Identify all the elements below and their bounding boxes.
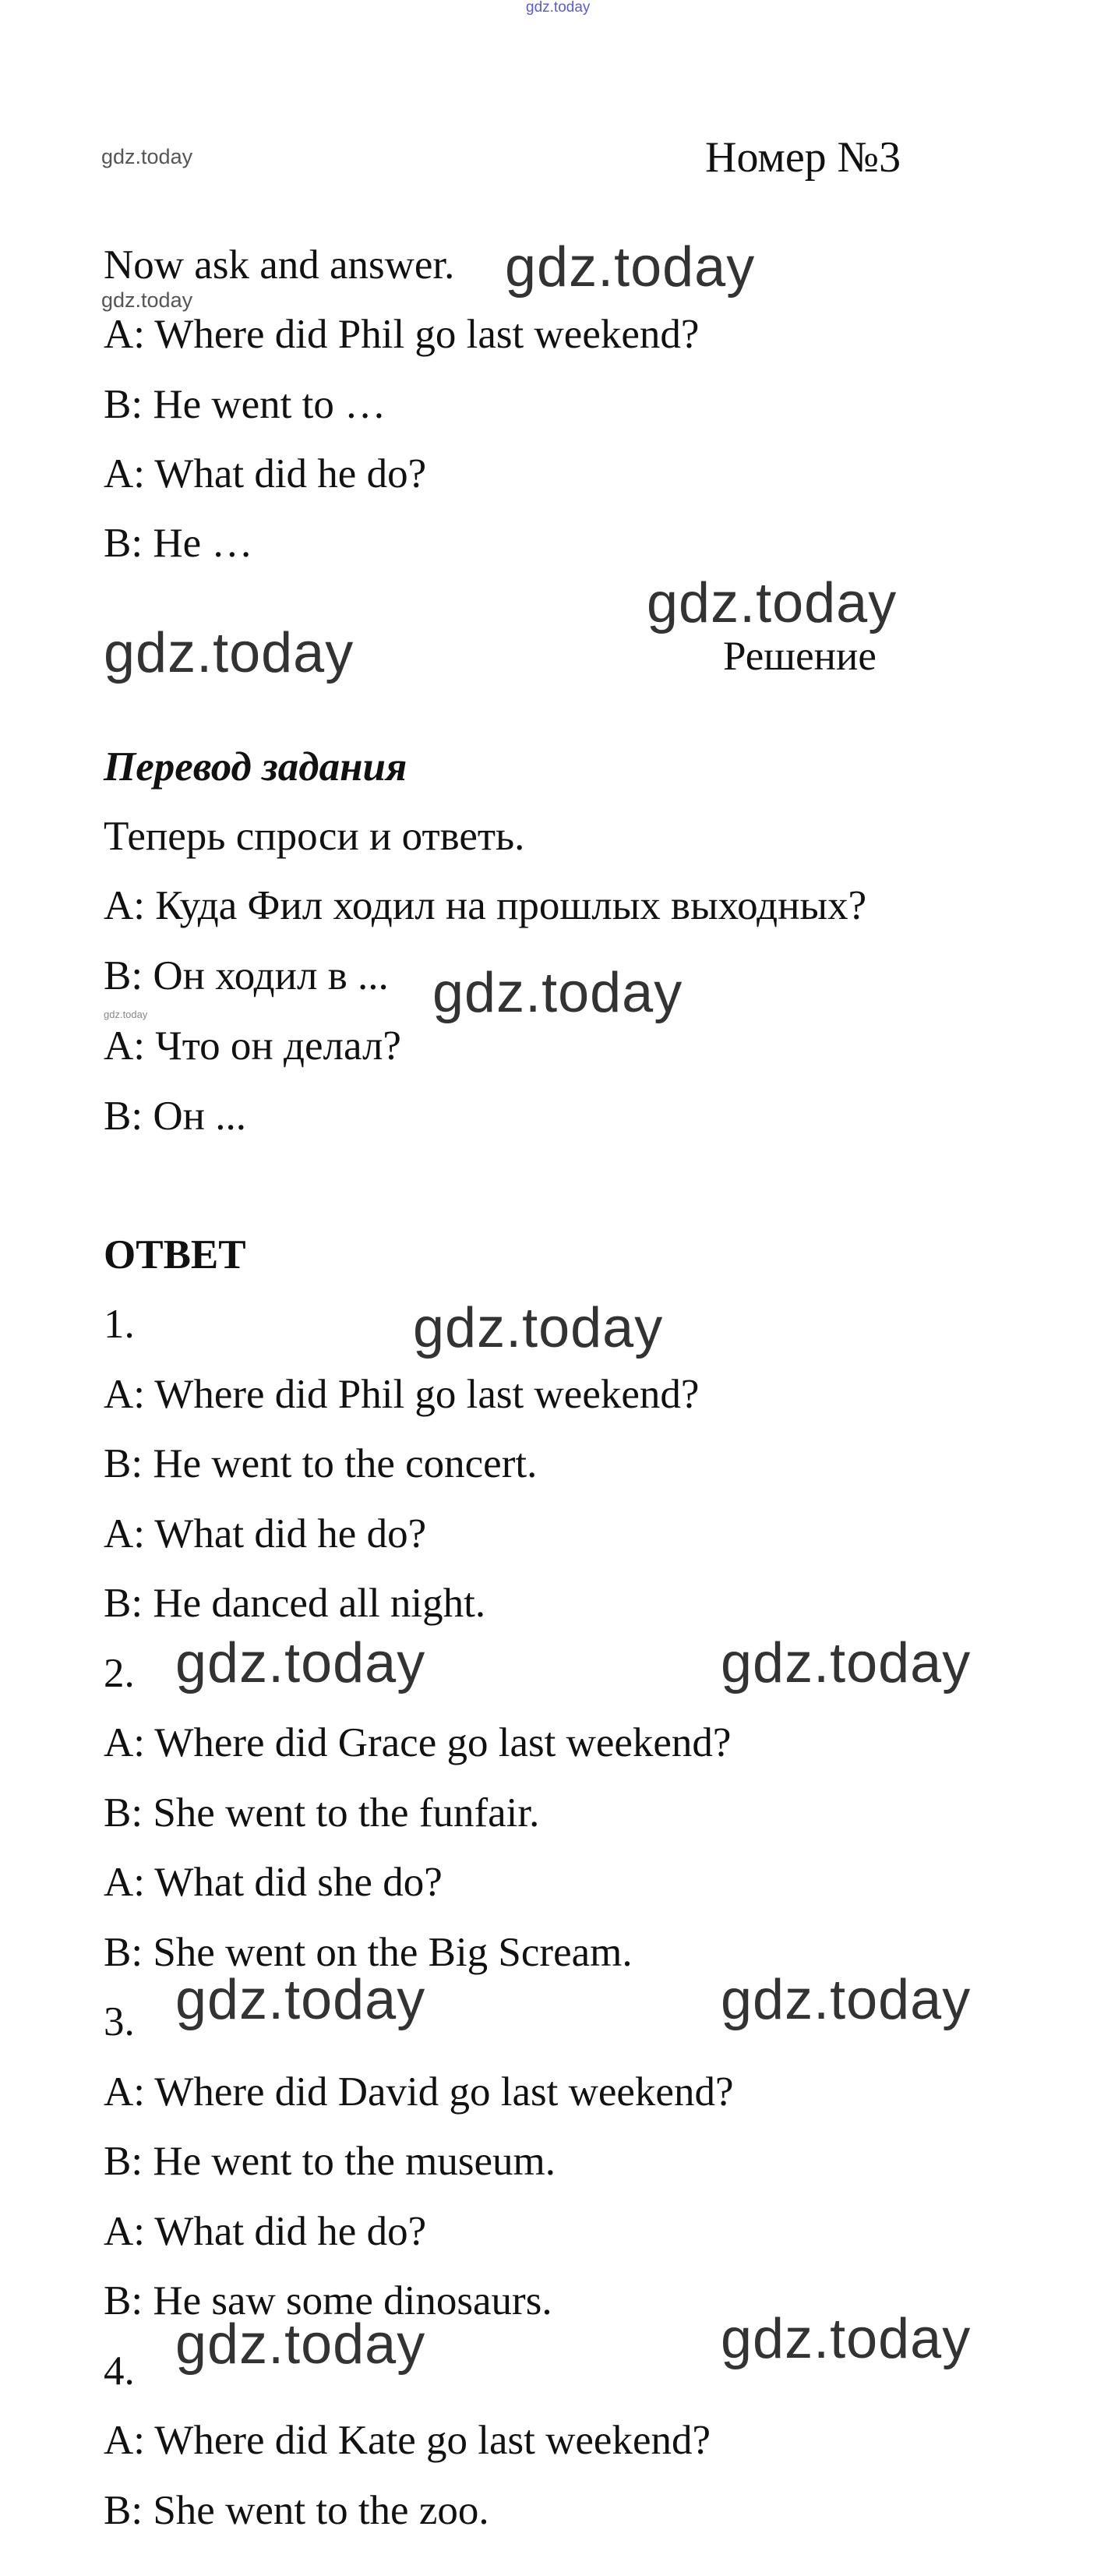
answer-line: A: What did she do? bbox=[104, 1860, 443, 1905]
answer-heading: ОТВЕТ bbox=[104, 1232, 246, 1277]
task-line: B: He … bbox=[104, 521, 253, 566]
answer-line: A: Where did Grace go last weekend? bbox=[104, 1720, 732, 1765]
watermark-small: gdz.today bbox=[101, 288, 193, 312]
watermark: gdz.today bbox=[721, 2308, 972, 2370]
watermark-tiny: gdz.today bbox=[104, 1009, 148, 1020]
answer-line: B: He went to the museum. bbox=[104, 2139, 556, 2184]
translation-line: B: Он ходил в ... bbox=[104, 953, 389, 998]
watermark: gdz.today bbox=[721, 1632, 972, 1694]
watermark: gdz.today bbox=[721, 1969, 972, 2031]
task-intro: Now ask and answer. bbox=[104, 242, 455, 288]
answer-line: B: She went to the zoo. bbox=[104, 2488, 489, 2533]
watermark: gdz.today bbox=[104, 622, 354, 684]
translation-line: A: Куда Фил ходил на прошлых выходных? bbox=[104, 883, 867, 928]
answer-line: B: He went to the concert. bbox=[104, 1441, 538, 1486]
answer-line: A: What did he do? bbox=[104, 1511, 427, 1557]
answer-line: B: She went to the funfair. bbox=[104, 1790, 540, 1836]
task-line: A: What did he do? bbox=[104, 451, 427, 496]
answer-line: B: He danced all night. bbox=[104, 1581, 486, 1626]
page-title: Номер №3 bbox=[705, 133, 901, 182]
answer-line: A: Where did David go last weekend? bbox=[104, 2069, 734, 2115]
answer-number: 2. bbox=[104, 1651, 135, 1696]
answer-number: 3. bbox=[104, 1999, 135, 2044]
watermark: gdz.today bbox=[505, 236, 756, 299]
task-line: B: He went to … bbox=[104, 382, 386, 427]
translation-line: B: Он ... bbox=[104, 1094, 246, 1139]
watermark: gdz.today bbox=[175, 1969, 426, 2031]
translation-line: A: Что он делал? bbox=[104, 1023, 401, 1069]
watermark: gdz.today bbox=[175, 2313, 426, 2376]
translation-line: Теперь спроси и ответь. bbox=[104, 814, 525, 859]
watermark: gdz.today bbox=[647, 572, 898, 634]
watermark-top: gdz.today bbox=[526, 0, 591, 16]
watermark-header: gdz.today bbox=[101, 145, 193, 168]
answer-line: A: Where did Kate go last weekend? bbox=[104, 2418, 711, 2463]
answer-number: 4. bbox=[104, 2348, 135, 2394]
watermark: gdz.today bbox=[432, 962, 683, 1024]
answer-line: A: Where did Phil go last weekend? bbox=[104, 1372, 700, 1417]
answer-line: A: What did he do? bbox=[104, 2209, 427, 2254]
answer-line: B: She went on the Big Scream. bbox=[104, 1930, 633, 1975]
watermark: gdz.today bbox=[413, 1297, 664, 1359]
watermark: gdz.today bbox=[175, 1632, 426, 1694]
task-line: A: Where did Phil go last weekend? bbox=[104, 312, 700, 357]
answer-number: 1. bbox=[104, 1302, 135, 1347]
answer-line: B: He saw some dinosaurs. bbox=[104, 2278, 552, 2323]
solution-label: Решение bbox=[723, 634, 877, 679]
translation-heading: Перевод задания bbox=[104, 744, 407, 790]
